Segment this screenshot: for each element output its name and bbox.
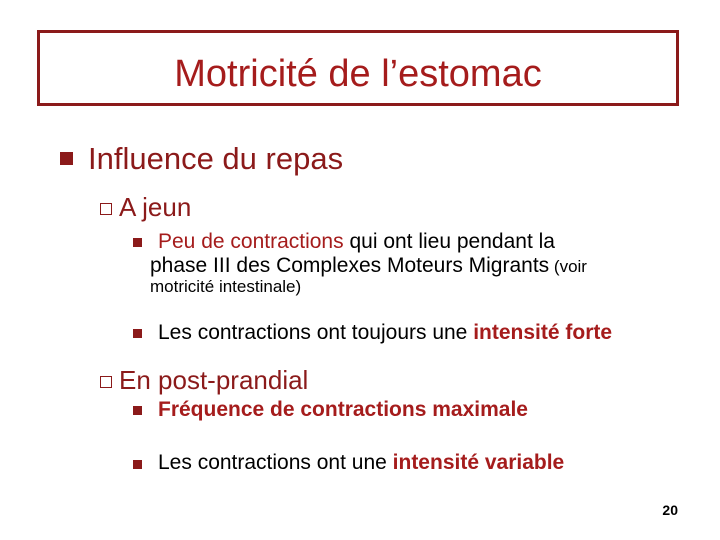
level1-bullet <box>60 152 73 165</box>
list-item-line2 <box>150 254 587 278</box>
body-text: Les contractions ont une <box>158 451 393 474</box>
list-item-line3: motricité intestinale) <box>150 277 302 296</box>
highlight-text: intensité variable <box>392 451 565 474</box>
list-item-line1 <box>158 230 555 254</box>
small-text: (voir <box>549 257 587 276</box>
section-bullet-post-prandial <box>100 376 112 388</box>
list-item-bullet <box>133 406 142 415</box>
slide-title: Motricité de l’estomac <box>174 53 542 95</box>
section-label-a-jeun: A jeun <box>119 192 192 222</box>
title-box <box>37 30 679 106</box>
list-item-bullet <box>133 460 142 469</box>
slide-number: 20 <box>662 502 678 518</box>
section-label-post-prandial: En post-prandial <box>119 365 309 395</box>
body-text: Les contractions ont toujours une <box>158 321 474 344</box>
list-item <box>158 321 612 345</box>
heading-influence: Influence du repas <box>88 141 344 176</box>
highlight-text: intensité forte <box>473 321 613 344</box>
list-item-bullet <box>133 329 142 338</box>
body-text: qui ont lieu pendant la <box>343 230 555 253</box>
list-item <box>158 398 528 422</box>
highlight-text: Fréquence de contractions maximale <box>158 398 528 421</box>
body-text: phase III des Complexes Moteurs Migrants <box>150 254 550 277</box>
highlight-text: Peu de contractions <box>158 230 344 253</box>
list-item-bullet <box>133 238 142 247</box>
section-bullet-a-jeun <box>100 203 112 215</box>
list-item <box>158 451 564 475</box>
